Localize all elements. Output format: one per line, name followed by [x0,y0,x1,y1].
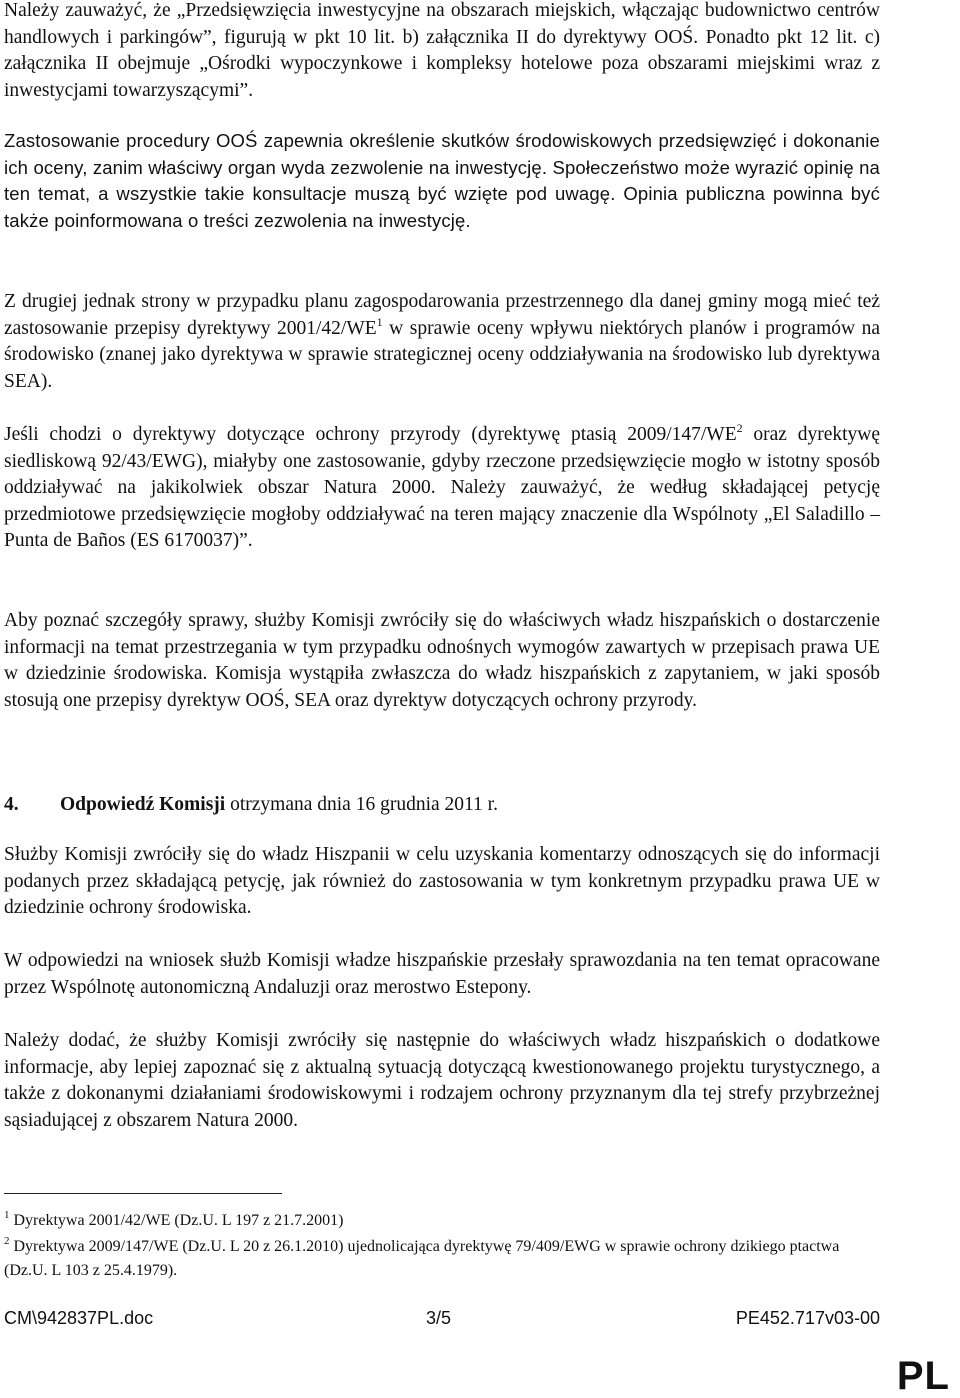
footer-doc-ref: PE452.717v03-00 [735,1308,880,1328]
paragraph-spanish-reply: W odpowiedzi na wniosek służb Komisji władze hiszpańskie przesłały sprawozdania na ten temat opracowane przez Wspólnotę autonomiczną Andaluzji oraz merostwo Estepony. [4,950,880,998]
paragraph-nature-text-a: Jeśli chodzi o dyrektywy dotyczące ochrony przyrody (dyrektywę ptasią 2009/147/WE [4,424,737,445]
section-date: otrzymana dnia 16 grudnia 2011 r. [225,794,498,815]
paragraph-commission-request: Służby Komisji zwróciły się do władz Hiszpanii w celu uzyskania komentarzy odnoszących się do informacji podanych przez składającą petycję, jak również do zastosowania w tym konkretnym przypadku prawa UE w dziedzinie ochrony środowiska. [4,844,880,918]
section-heading [4,792,498,818]
footnote-2-mark: 2 [4,1235,10,1247]
section-title: Odpowiedź Komisji [60,794,226,815]
paragraph-sea-directive [4,289,880,395]
paragraph-sea-text-b: w sprawie oceny wpływu niektórych planów i programów na środowisko (znanej jako dyrektywa w sprawie strategicznej oceny oddziaływania na środowisko lub dyrektywa SEA). [4,317,880,392]
footnote-2 [4,1235,880,1283]
footnote-1-mark: 1 [4,1209,10,1221]
paragraph-additional-info: Należy dodać, że służby Komisji zwróciły się następnie do właściwych władz hiszpańskich o dodatkowe informacje, aby lepiej zapoznać się z aktualną sytuacją dotyczącą kwestionowanego projektu turystycznego, a także z dokonanymi działaniami środowiskowymi i rodzajem ochrony przyznanym dla tej strefy przybrzeżnej sąsiadującej z obszarem Natura 2000. [4,1030,880,1131]
footnote-ref-1: 1 [376,314,383,329]
footer-page-number: 3/5 [426,1308,452,1328]
section-number: 4. [4,794,19,815]
footnote-2-text: Dyrektywa 2009/147/WE (Dz.U. L 20 z 26.1.2010) ujednolicająca dyrektywę 79/409/EWG w sprawie ochrony dzikiego ptactwa (Dz.U. L 103 z 25.4.1979). [4,1238,840,1279]
paragraph-commission-inquiry: Aby poznać szczegóły sprawy, służby Komisji zwróciły się do właściwych władz hiszpańskich o dostarczenie informacji na temat przestrzegania w tym przypadku odnośnych wymogów zawartych w przepisach prawa UE w dziedzinie środowiska. Komisja wystąpiła zwłaszcza do władz hiszpańskich z zapytaniem, w jaki sposób stosują one przepisy dyrektyw OOŚ, SEA oraz dyrektyw dotyczących ochrony przyrody. [4,610,880,711]
footnote-1 [4,1209,880,1233]
paragraph-nature-text-b: oraz dyrektywę siedliskową 92/43/EWG), miałyby one zastosowanie, gdyby rzeczone przedsięwzięcie mogło w istotny sposób oddziaływać na jakikolwiek obszar Natura 2000. Należy zauważyć, że według składającej petycję przedmiotowe przedsięwzięcie mogłoby oddziaływać na teren mający znaczenie dla Wspólnoty „El Saladillo – Punta de Baños (ES 6170037)”. [4,424,880,551]
paragraph-oos-annex: Należy zauważyć, że „Przedsięwzięcia inwestycyjne na obszarach miejskich, włączając budownictwo centrów handlowych i parkingów”, figurują w pkt 10 lit. b) załącznika II do dyrektywy OOŚ. Ponadto pkt 12 lit. c) załącznika II obejmuje „Ośrodki wypoczynkowe i kompleksy hotelowe poza obszarami miejskimi wraz z inwestycjami towarzyszącymi”. [4,0,880,101]
footnote-1-text: Dyrektywa 2001/42/WE (Dz.U. L 197 z 21.7.2001) [9,1212,344,1229]
paragraph-nature-directives [4,422,880,555]
footnote-ref-2: 2 [736,421,743,435]
language-code: PL [896,1354,950,1398]
footer-file-name: CM\942837PL.doc [4,1308,154,1328]
paragraph-oos-procedure: Zastosowanie procedury OOŚ zapewnia określenie skutków środowiskowych przedsięwzięć i dokonanie ich oceny, zanim właściwy organ wyda zezwolenie na inwestycję. Społeczeństwo może wyrazić opinię na ten temat, a wszystkie takie konsultacje muszą być wzięte pod uwagę. Opinia publiczna powinna być także poinformowana o treści zezwolenia na inwestycję. [4,130,880,231]
paragraph-sea-text-a: Z drugiej jednak strony w przypadku planu zagospodarowania przestrzennego dla danej gminy mogą mieć też zastosowanie przepisy dyrektywy 2001/42/WE [4,291,880,339]
footnote-separator [4,1193,282,1194]
